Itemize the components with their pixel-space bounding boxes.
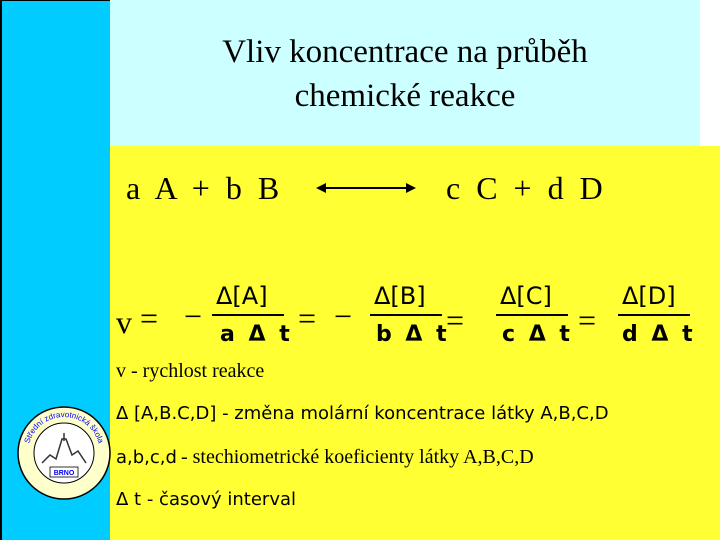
fraction-a-numerator: Δ[A] <box>216 282 268 310</box>
fraction-d-denominator: d Δ t <box>622 322 696 347</box>
equals-sign-3: = <box>446 302 465 338</box>
seal-ring-textpath: Střední zdravotnická škola <box>22 409 106 445</box>
fraction-d-numerator: Δ[D] <box>622 282 676 310</box>
equals-sign-4: = <box>578 302 597 338</box>
equals-sign-1: = <box>140 300 159 336</box>
note-coef-line <box>116 446 534 469</box>
double-arrow-icon <box>316 178 416 198</box>
title-line-2: chemické reakce <box>294 78 516 114</box>
note-time-symbol: Δ t <box>116 489 142 510</box>
minus-sign-1: − <box>184 298 203 334</box>
note-time-desc: - časový interval <box>146 489 297 510</box>
rate-symbol <box>116 304 132 341</box>
title-line-1: Vliv koncentrace na průběh <box>222 34 588 70</box>
school-seal-logo <box>16 405 112 501</box>
rate-v: v <box>116 304 132 340</box>
note-coef-symbol: a,b,c,d <box>116 447 177 468</box>
note-delta-symbol: Δ [A,B.C,D] <box>116 403 217 424</box>
note-coef-desc: - stechiometrické koeficienty látky A,B,C,D <box>180 446 534 468</box>
fraction-b-bar <box>370 314 442 316</box>
fraction-b-numerator: Δ[B] <box>374 282 426 310</box>
fraction-c-numerator: Δ[C] <box>500 282 552 310</box>
fraction-b-denominator: b Δ t <box>376 322 450 347</box>
products: c C + d D <box>446 170 607 206</box>
fraction-a-denominator: a Δ t <box>220 322 293 347</box>
fraction-c-denominator: c Δ t <box>502 322 573 347</box>
equals-sign-2: = <box>298 300 317 336</box>
fraction-a-bar <box>212 314 284 316</box>
note-delta-line <box>116 403 609 424</box>
seal-city-text: BRNO <box>53 470 75 477</box>
note-time-line <box>116 489 296 510</box>
note-delta-desc: - změna molární koncentrace látky A,B,C,D <box>222 403 609 424</box>
fraction-d-bar <box>618 314 690 316</box>
fraction-c-bar <box>496 314 568 316</box>
minus-sign-2: − <box>334 298 353 334</box>
reactants: a A + b B <box>126 170 284 206</box>
slide-title <box>110 30 700 118</box>
note-rate: v - rychlost reakce <box>116 360 265 382</box>
